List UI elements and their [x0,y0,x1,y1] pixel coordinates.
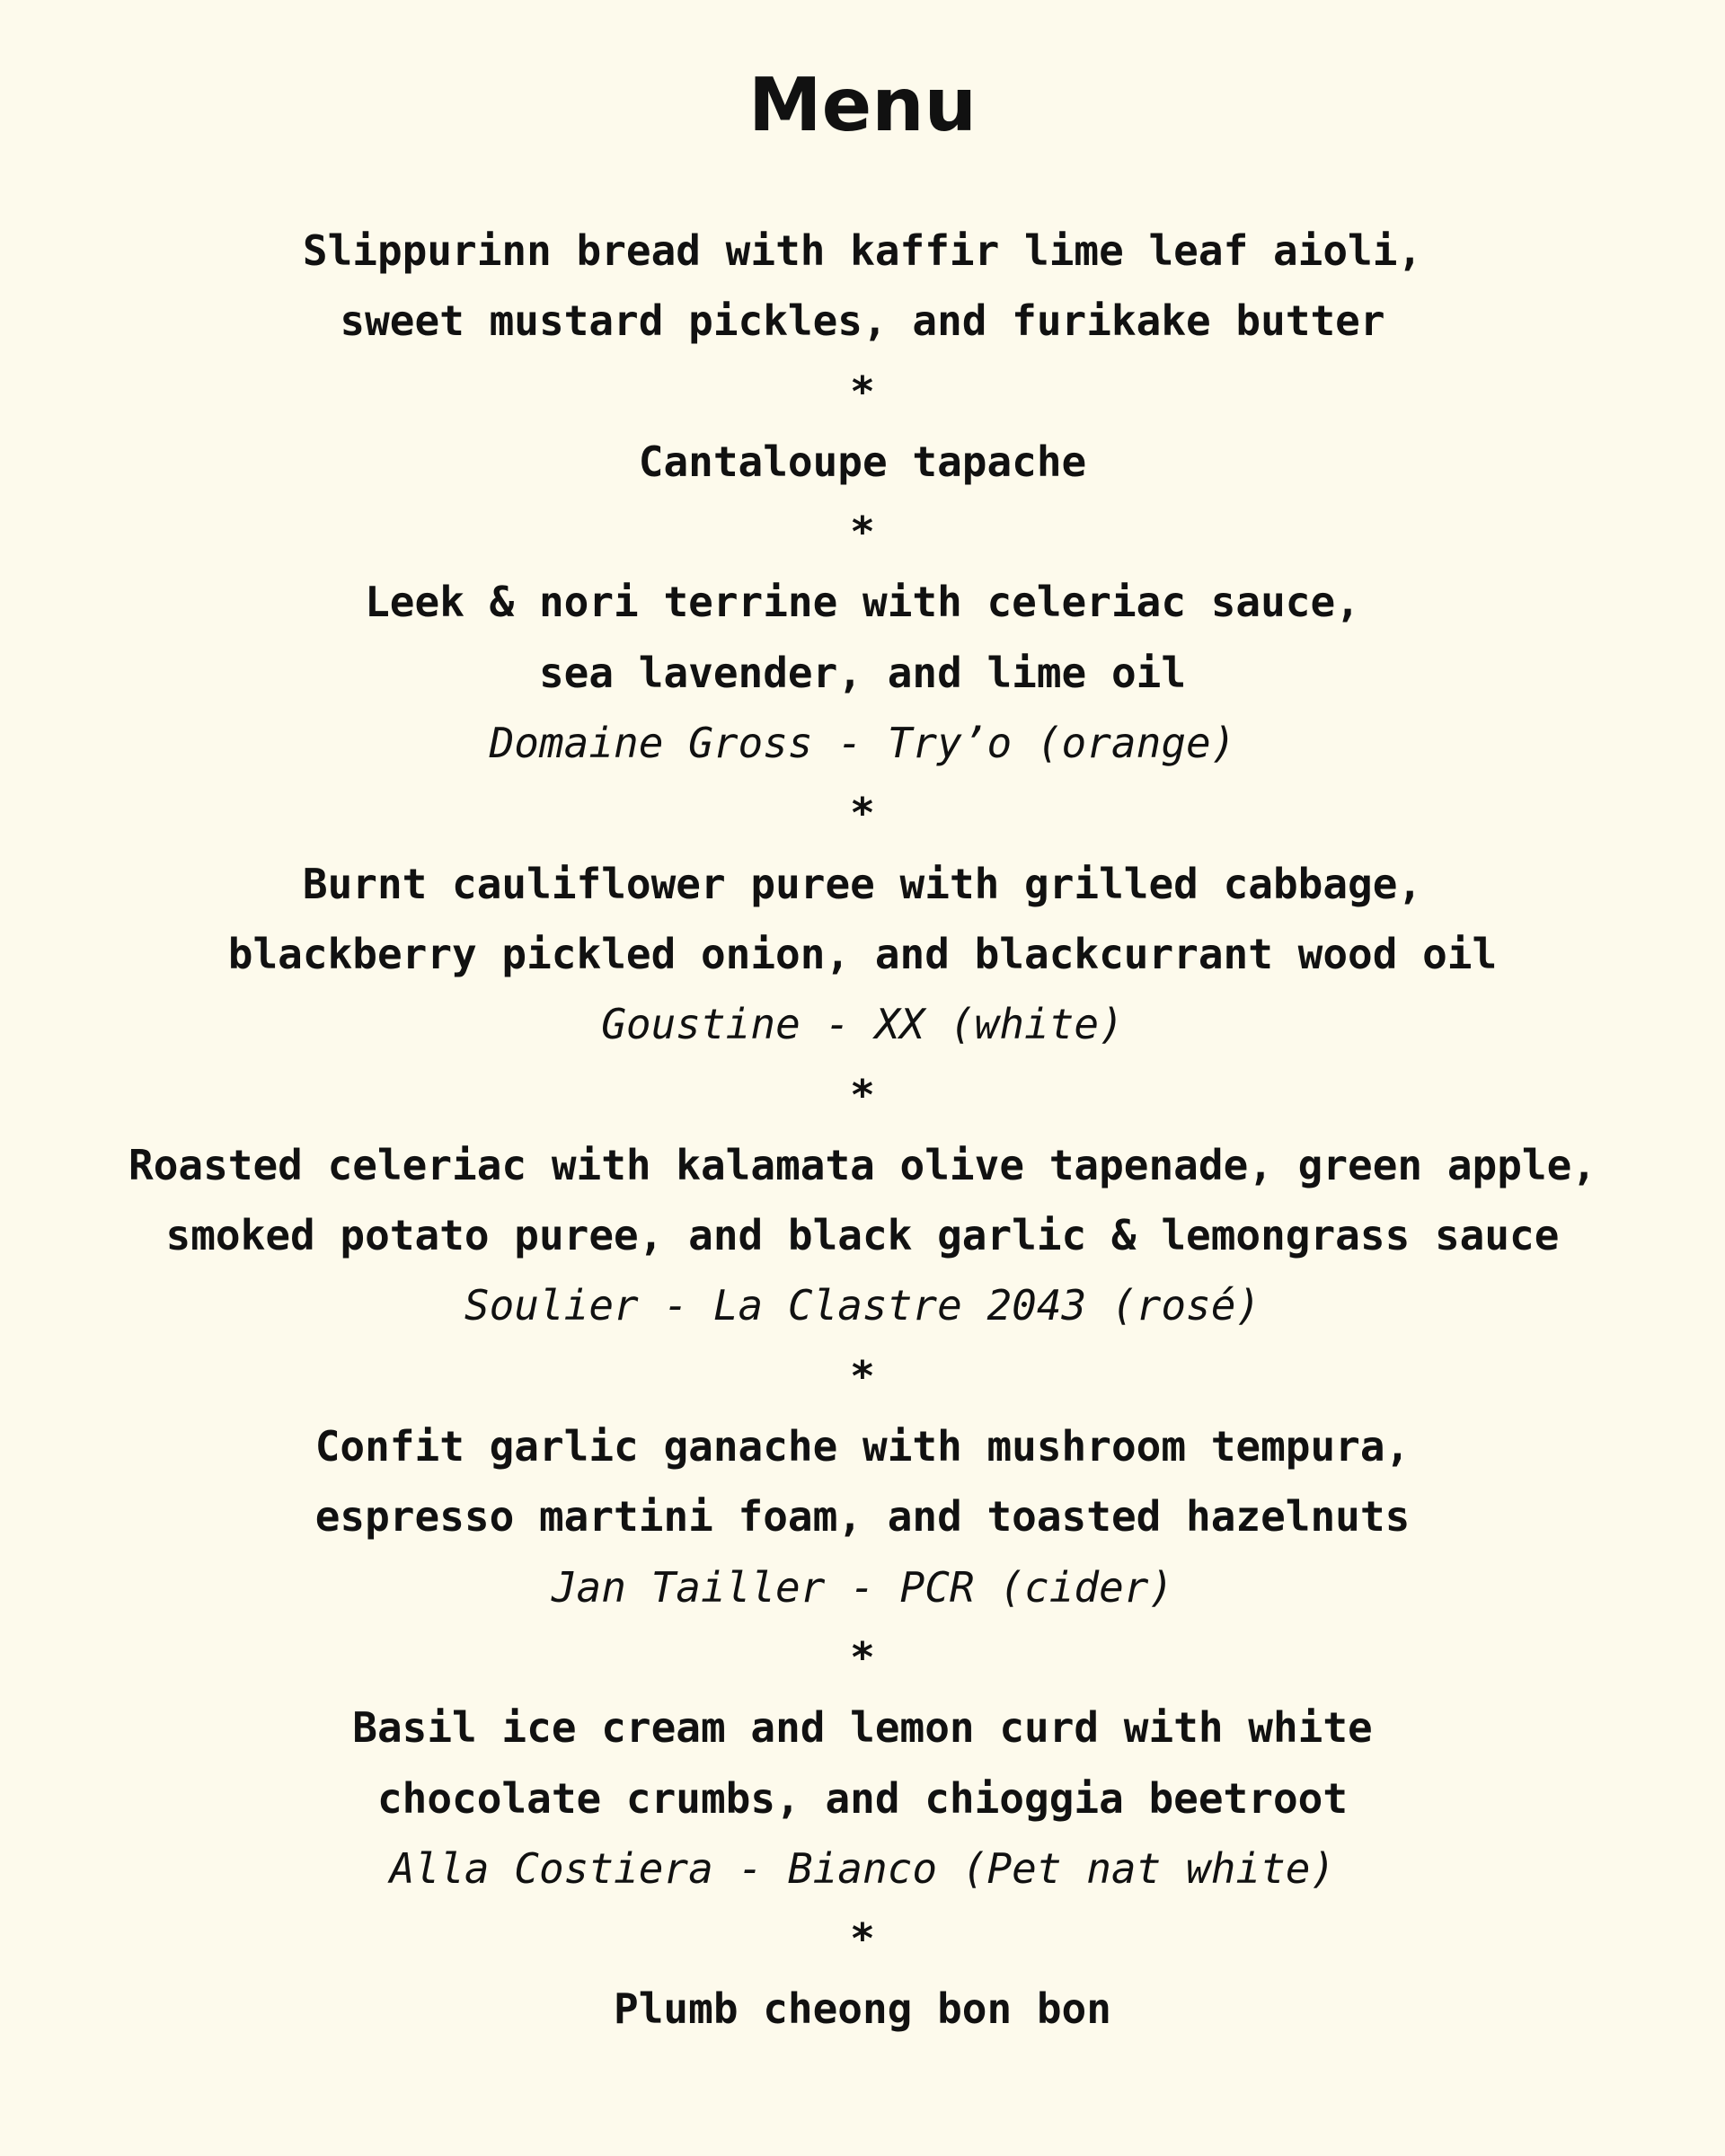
dish-line: Cantaloupe tapache [638,437,1087,486]
wine-pairing: Goustine - XX (white) [601,1000,1124,1049]
course-separator: * [850,508,875,557]
course-list [0,216,1725,2045]
course-separator: * [850,1070,875,1119]
dish-line: Slippurinn bread with kaffir lime leaf aioli, [302,226,1423,275]
dish-line: blackberry pickled onion, and blackcurrant wood oil [227,929,1498,978]
menu-title: Menu [748,63,977,148]
dish-line: Confit garlic ganache with mushroom tempura, [314,1422,1411,1471]
wine-pairing: Soulier - La Clastre 2043 (rosé) [464,1281,1261,1330]
dish-line: Roasted celeriac with kalamata olive tapenade, green apple, [128,1140,1597,1189]
wine-pairing: Jan Tailler - PCR (cider) [551,1562,1174,1612]
dish-line: Leek & nori terrine with celeriac sauce, [365,578,1360,627]
wine-pairing: Domaine Gross - Try’o (orange) [489,719,1236,768]
course-separator: * [850,789,875,838]
dish-line: Basil ice cream and lemon curd with white [352,1703,1373,1753]
dish-line: Plumb cheong bon bon [614,1984,1111,2034]
dish-line: smoked potato puree, and black garlic & lemongrass sauce [165,1211,1560,1260]
dish-line: espresso martini foam, and toasted hazelnuts [314,1492,1411,1542]
course-separator: * [850,1632,875,1682]
course-separator: * [850,1914,875,1964]
dish-line: Burnt cauliflower puree with grilled cabbage, [302,859,1423,908]
course-separator: * [850,1351,875,1401]
course-separator: * [850,367,875,416]
wine-pairing: Alla Costiera - Bianco (Pet nat white) [389,1843,1336,1893]
dish-line: sweet mustard pickles, and furikake butter [340,296,1385,346]
dish-line: sea lavender, and lime oil [538,648,1187,697]
dish-line: chocolate crumbs, and chioggia beetroot [376,1773,1349,1823]
